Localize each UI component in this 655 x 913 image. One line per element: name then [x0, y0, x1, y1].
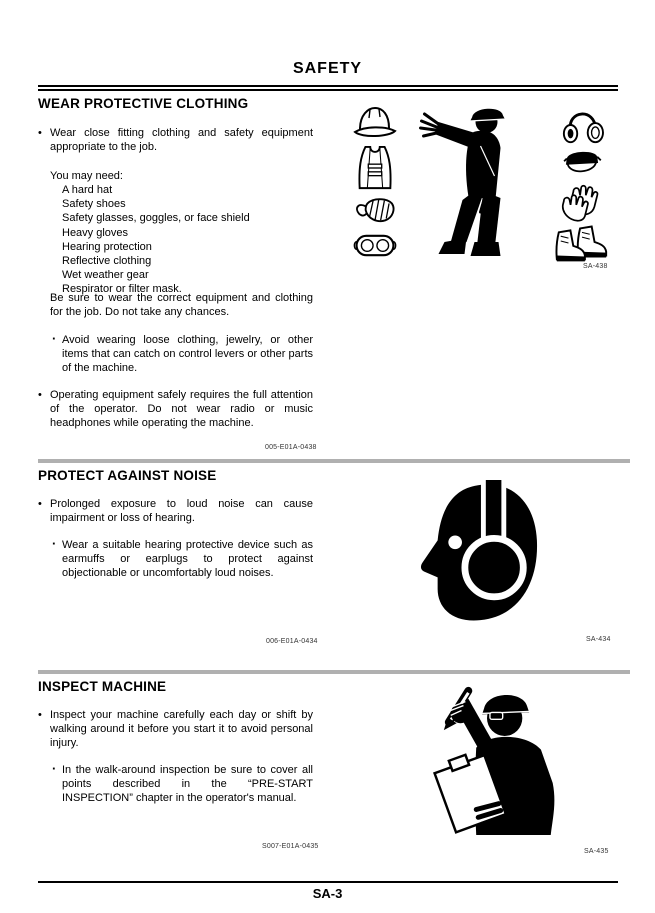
list-item: Hearing protection [62, 240, 152, 253]
respirator-icon [351, 195, 399, 225]
head-with-ear-protection-icon [418, 480, 540, 626]
footer-rule [38, 881, 618, 883]
safety-vest-icon [355, 145, 395, 191]
figure-code: SA-435 [584, 848, 609, 855]
list-item: Heavy gloves [62, 226, 129, 239]
section-title-protect-against-noise: PROTECT AGAINST NOISE [38, 468, 217, 483]
paragraph: Be sure to wear the correct equipment and clothing for the job. Do not take any chances. [50, 292, 313, 319]
need-list [62, 183, 322, 297]
paragraph: · Avoid wearing loose clothing, jewelry, or other items that can catch on control levers or other parts of the machine. [62, 333, 313, 376]
safety-boots-icon [553, 222, 611, 262]
section-title-inspect-machine: INSPECT MACHINE [38, 679, 167, 694]
paragraph: • Operating equipment safely requires the full attention of the operator. Do not wear radio or music headphones while operating the machine. [50, 388, 313, 431]
paragraph: • Inspect your machine carefully each day or shift by walking around it before you start it to avoid personal injury. [50, 708, 313, 751]
need-intro: You may need: [50, 170, 123, 182]
section-divider [38, 459, 630, 463]
hard-hat-icon [353, 104, 397, 141]
figure-code: SA-434 [586, 636, 611, 643]
list-item: A hard hat [62, 184, 113, 196]
list-item: Safety glasses, goggles, or face shield [62, 212, 250, 225]
ear-muffs-icon [559, 104, 605, 146]
footer-page-number: SA-3 [312, 886, 343, 901]
section-title-wear-protective-clothing: WEAR PROTECTIVE CLOTHING [38, 96, 249, 111]
figure-left-column [350, 104, 400, 262]
figure-right-column [552, 104, 612, 262]
list-item: Reflective clothing [62, 255, 152, 268]
section-divider [38, 670, 630, 674]
paragraph: • Prolonged exposure to loud noise can cause impairment or loss of hearing. [50, 497, 313, 525]
doc-code: 005-E01A-0438 [265, 444, 317, 451]
doc-code: 006-E01A-0434 [266, 638, 318, 645]
face-shield-icon [560, 146, 604, 180]
list-item: Safety shoes [62, 198, 126, 211]
list-item: Respirator or filter mask. [62, 283, 182, 296]
page-title: SAFETY [292, 60, 363, 77]
list-item: Wet weather gear [62, 269, 149, 282]
header-double-rule [38, 85, 618, 91]
paragraph: · Wear a suitable hearing protective device such as earmuffs or earplugs to protect against objectionable or uncomfortably loud noises. [62, 538, 313, 581]
goggles-icon [352, 229, 398, 262]
worker-silhouette-icon [417, 104, 535, 264]
figure-protective-clothing [350, 104, 612, 264]
figure-code: SA-438 [583, 263, 608, 270]
doc-code: S007-E01A-0435 [262, 843, 319, 850]
inspector-with-clipboard-icon [403, 683, 571, 835]
heavy-gloves-icon [557, 180, 607, 222]
paragraph: • Wear close fitting clothing and safety equipment appropriate to the job. [50, 126, 313, 154]
paragraph: · In the walk-around inspection be sure to cover all points described in the “PRE-START INSPECTION” chapter in the operator's manual. [62, 763, 313, 806]
